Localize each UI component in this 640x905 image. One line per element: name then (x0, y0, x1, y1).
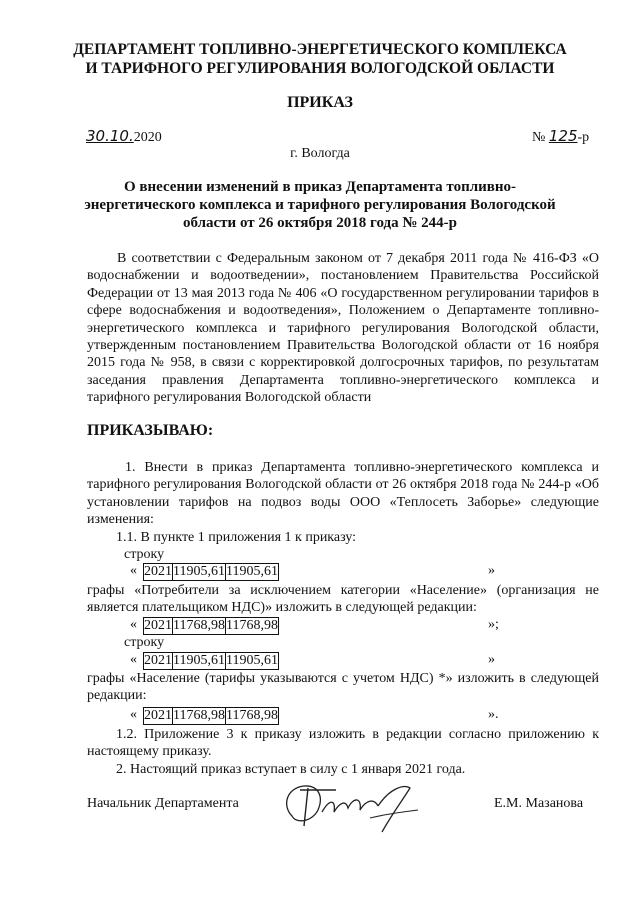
order-date (86, 128, 162, 146)
table-cell-year: 2021 (144, 708, 172, 723)
table-cell-value: 11768,98 (173, 618, 225, 633)
order-title-line1: О внесении изменений в приказ Департамента топливно- (123, 179, 517, 195)
row-label-2: строку (124, 635, 165, 650)
table-cell-value: 11768,98 (225, 618, 278, 633)
item-1-2: 1.2. Приложение 3 к приказу изложить в редакции согласно приложению к настоящему приказу. (87, 727, 599, 760)
date-handwritten: 30.10. (86, 127, 134, 145)
item-2: 2. Настоящий приказ вступает в силу с 1 января 2021 года. (116, 762, 466, 777)
table-cell-year: 2021 (144, 653, 172, 668)
handwritten-signature (278, 776, 428, 838)
number-handwritten: 125 (548, 127, 578, 145)
number-prefix: № (532, 130, 546, 145)
table-cell-value: 11905,61 (225, 653, 278, 668)
table-cell-value: 11905,61 (173, 653, 225, 668)
city: г. Вологда (290, 146, 350, 161)
item-1-paragraph: 1. Внести в приказ Департамента топливно-энергетического комплекса и тарифного регулирования Вологодской области от 26 октября 2018 года № 244-р «Об установлении тарифов на подвоз воды ООО «Теплосеть Заборье» следующие изменения: (87, 460, 599, 528)
signer-name: Е.М. Мазанова (494, 796, 584, 811)
table-cell-year: 2021 (144, 618, 172, 633)
quote-close: »; (488, 617, 499, 632)
order-title-line2: энергетического комплекса и тарифного регулирования Вологодской (84, 197, 556, 213)
table-cell-value: 11768,98 (173, 708, 225, 723)
order-title-line3: области от 26 октября 2018 года № 244-р (182, 215, 458, 231)
table-cell-value: 11768,98 (225, 708, 278, 723)
quote-open: « (130, 617, 137, 632)
department-name-line2: И ТАРИФНОГО РЕГУЛИРОВАНИЯ ВОЛОГОДСКОЙ ОБЛАСТИ (85, 60, 555, 77)
number-suffix: -р (577, 130, 590, 145)
department-name-line1: ДЕПАРТАМЕНТ ТОПЛИВНО-ЭНЕРГЕТИЧЕСКОГО КОМПЛЕКСА (73, 41, 567, 58)
item-1-1: 1.1. В пункте 1 приложения 1 к приказу: (116, 530, 357, 545)
signer-position: Начальник Департамента (87, 796, 239, 811)
table-cell-value: 11905,61 (225, 564, 278, 579)
quote-close: » (488, 563, 495, 578)
column-description-2: графы «Население (тарифы указываются с учетом НДС) *» изложить в следующей редакции: (87, 671, 599, 704)
column-description-1: графы «Потребители за исключением категории «Население» (организация не является плательщиком НДС)» изложить в следующей редакции: (87, 583, 599, 616)
order-word: ПРИКАЗЫВАЮ: (87, 422, 214, 439)
document-type: ПРИКАЗ (287, 94, 353, 111)
date-year: 2020 (133, 130, 162, 145)
quote-open: « (130, 652, 137, 667)
quote-close: » (488, 652, 495, 667)
order-number (532, 128, 589, 146)
quote-open: « (130, 707, 137, 722)
table-cell-value: 11905,61 (173, 564, 225, 579)
preamble-paragraph: В соответствии с Федеральным законом от 7 декабря 2011 года № 416-ФЗ «О водоснабжении и водоотведении», постановлением Правительства Российской Федерации от 13 мая 2013 года № 406 «О государственном регулировании тарифов в сфере водоснабжения и водоотведения», Положением о Департаменте топливно-энергетического комплекса и тарифного регулирования Вологодской области, утвержденным постановлением Правительства Вологодской области от 16 ноября 2015 года № 958, в связи с корректировкой долгосрочных тарифов, по результатам заседания правления Департамента топливно-энергетического комплекса и тарифного регулирования Вологодской области (87, 251, 599, 406)
quote-close: ». (488, 707, 499, 722)
quote-open: « (130, 563, 137, 578)
row-label-1: строку (124, 547, 165, 562)
table-cell-year: 2021 (144, 564, 172, 579)
